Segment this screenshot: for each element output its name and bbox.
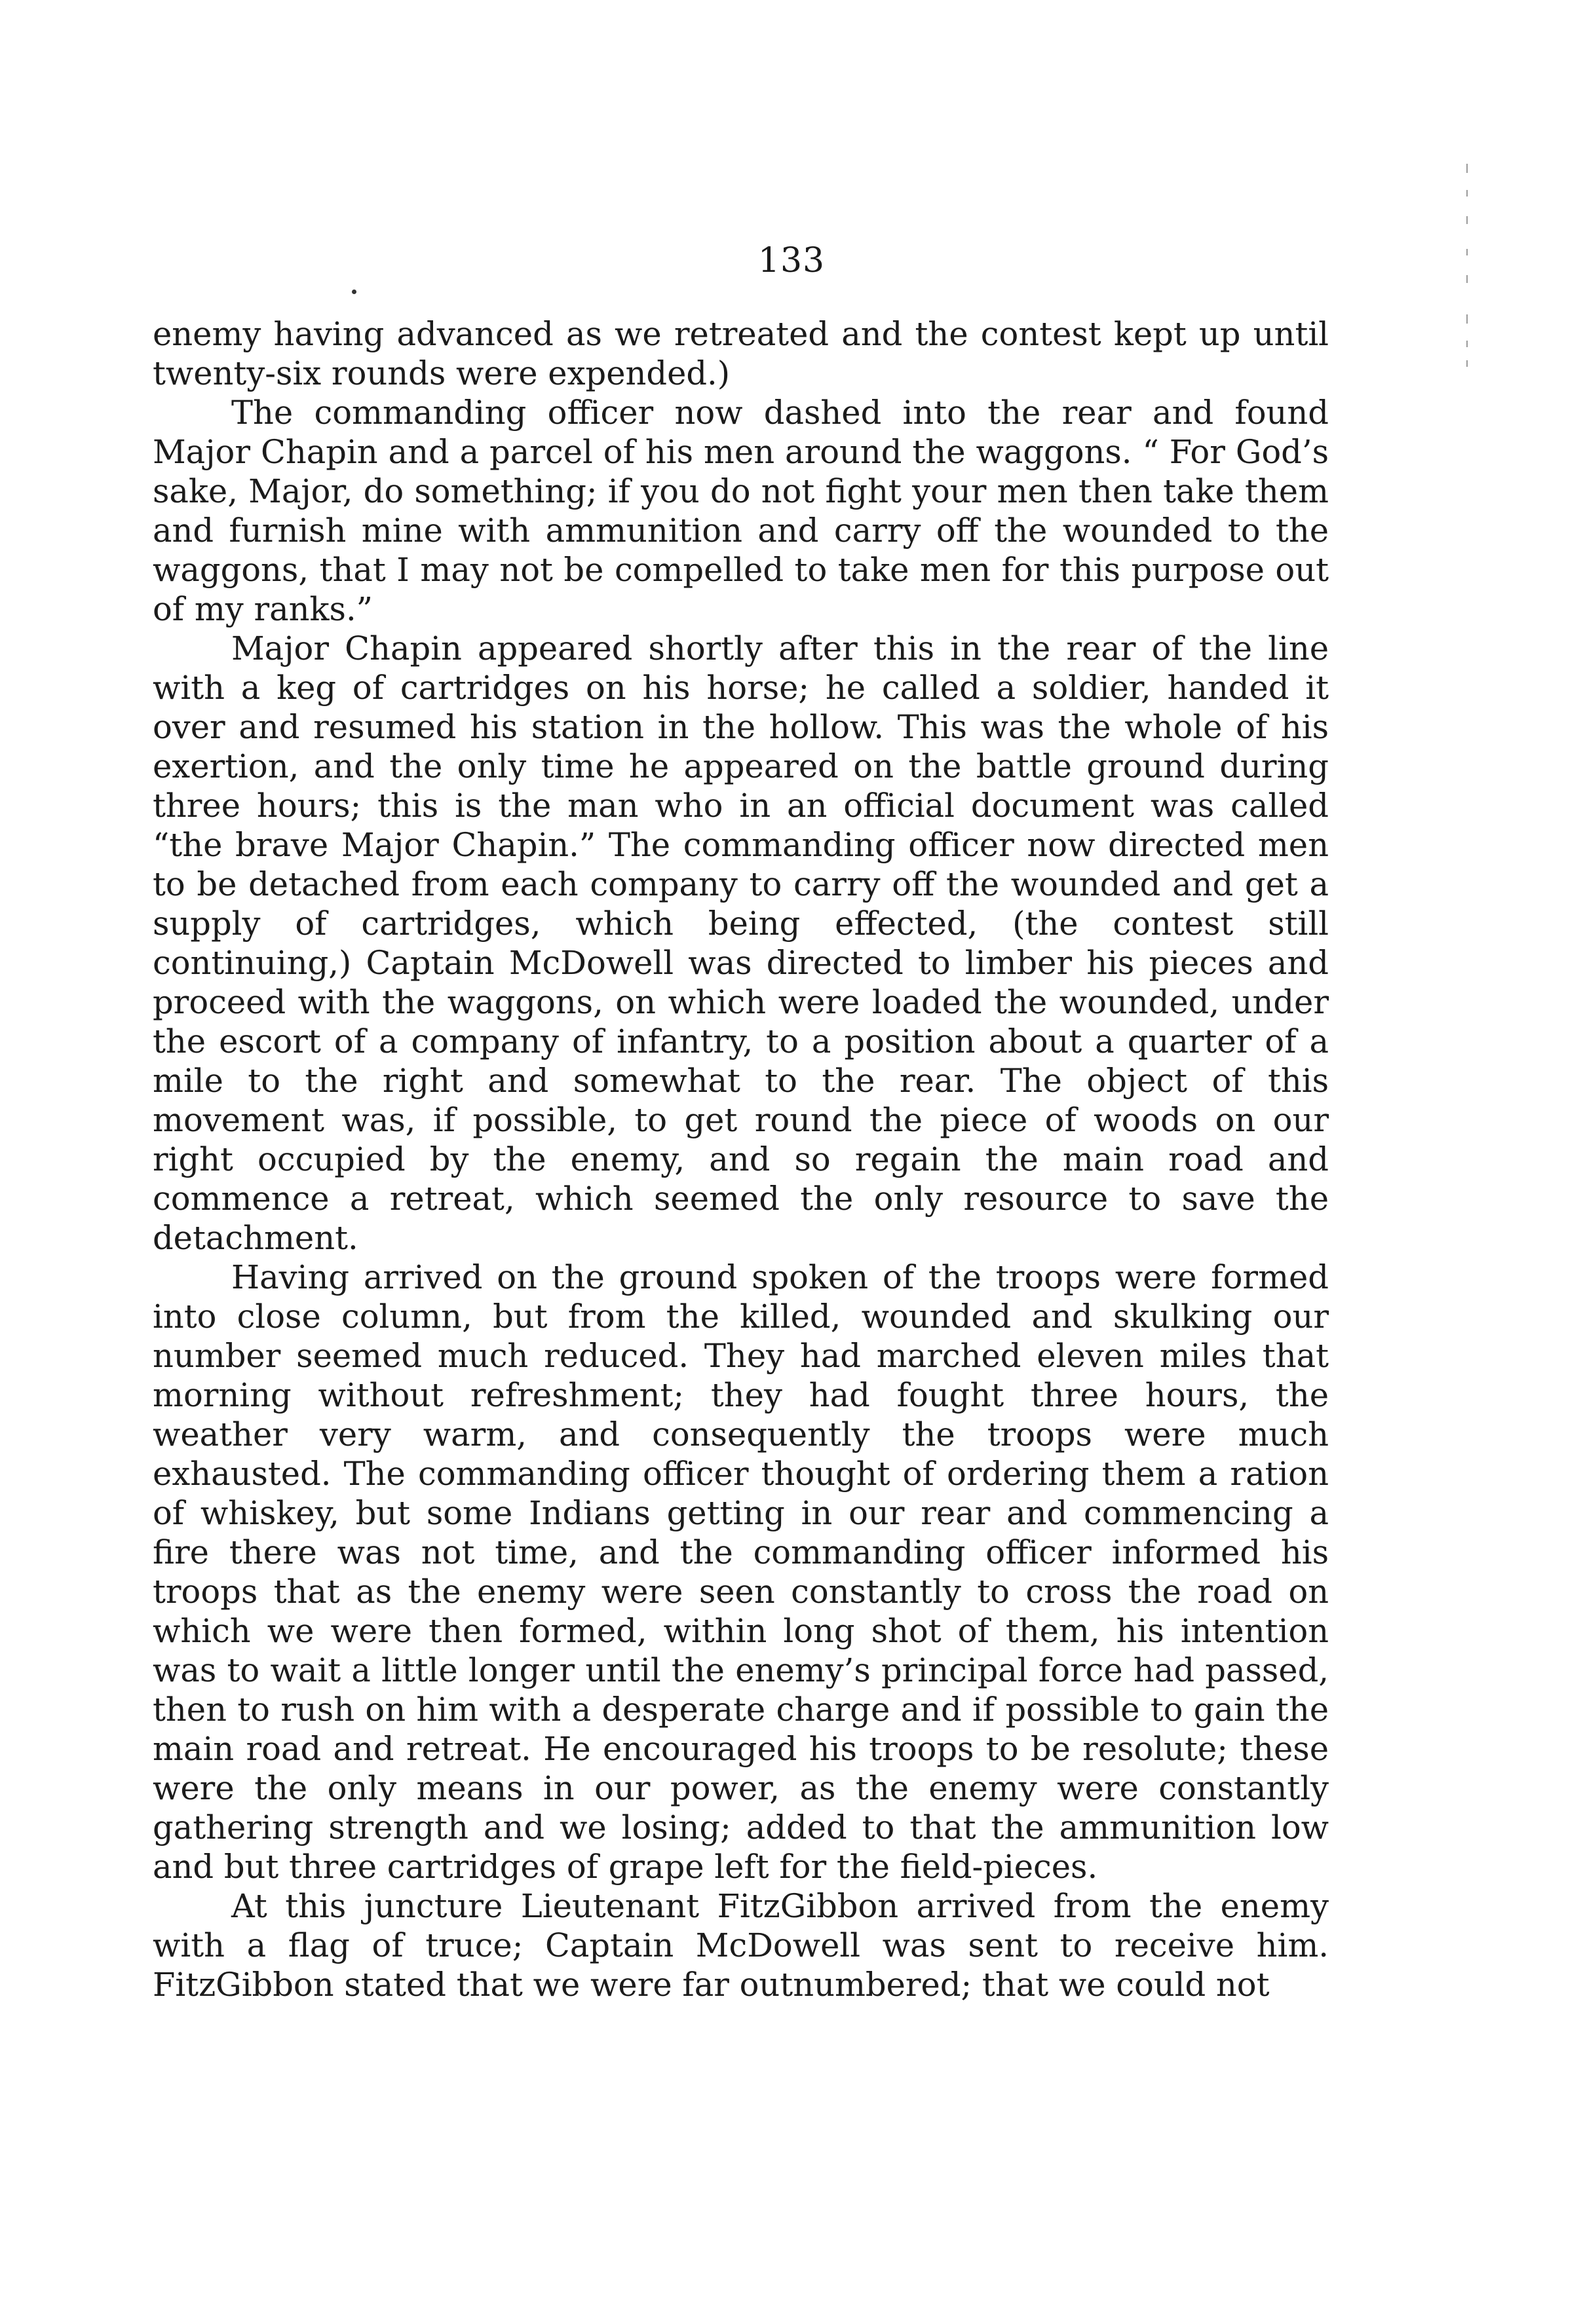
margin-speck — [1466, 360, 1468, 367]
body-text — [153, 314, 1329, 2004]
page-number: 133 — [757, 241, 826, 280]
margin-speck — [1466, 164, 1468, 173]
margin-speck — [1466, 216, 1468, 224]
margin-speck — [1466, 314, 1468, 324]
ink-dot — [352, 290, 356, 294]
paragraph: enemy having advanced as we retreated and the contest kept up until twenty-six rounds were expended.) — [153, 315, 1329, 392]
paragraph: Major Chapin appeared shortly after this in the rear of the line with a keg of cartridges on his horse; he called a soldier, handed it over and resumed his station in the hollow. This was the whole of his exertion, and the only time he appeared on the battle ground during three hours; this is the man who in an official document was called “the brave Major Chapin.” The commanding officer now directed men to be detached from each company to carry off the wounded and get a supply of cartridges, which being effected, (the contest still continuing,) Captain McDowell was directed to limber his pieces and proceed with the waggons, on which were loaded the wounded, under the escort of a company of infantry, to a position about a quarter of a mile to the right and somewhat to the rear. The object of this movement was, if possible, to get round the piece of woods on our right occupied by the enemy, and so regain the main road and commence a retreat, which seemed the only resource to save the detachment. — [153, 629, 1329, 1257]
margin-speck — [1466, 190, 1468, 197]
paragraph: Having arrived on the ground spoken of the troops were formed into close column, but from the killed, wounded and skulking our number seemed much reduced. They had marched eleven miles that morning without refreshment; they had fought three hours, the weather very warm, and consequently the troops were much exhausted. The commanding officer thought of ordering them a ration of whiskey, but some Indians getting in our rear and commencing a fire there was not time, and the commanding officer informed his troops that as the enemy were seen constantly to cross the road on which we were then formed, within long shot of them, his intention was to wait a little longer until the enemy’s principal force had passed, then to rush on him with a desperate charge and if possible to gain the main road and retreat. He encouraged his troops to be resolute; these were the only means in our power, as the enemy were constantly gathering strength and we losing; added to that the ammunition low and but three cartridges of grape left for the field-pieces. — [153, 1258, 1329, 1886]
margin-speck — [1466, 341, 1468, 347]
margin-specks — [1466, 164, 1470, 413]
paragraph: The commanding officer now dashed into the rear and found Major Chapin and a parcel of his men around the waggons. “ For God’s sake, Major, do something; if you do not fight your men then take them and furnish mine with ammunition and carry off the wounded to the waggons, that I may not be compelled to take men for this purpose out of my ranks.” — [153, 394, 1329, 628]
paragraph: At this juncture Lieutenant FitzGibbon arrived from the enemy with a flag of truce; Captain McDowell was sent to receive him. FitzGibbon stated that we were far outnumbered; that we could not — [153, 1887, 1329, 2004]
